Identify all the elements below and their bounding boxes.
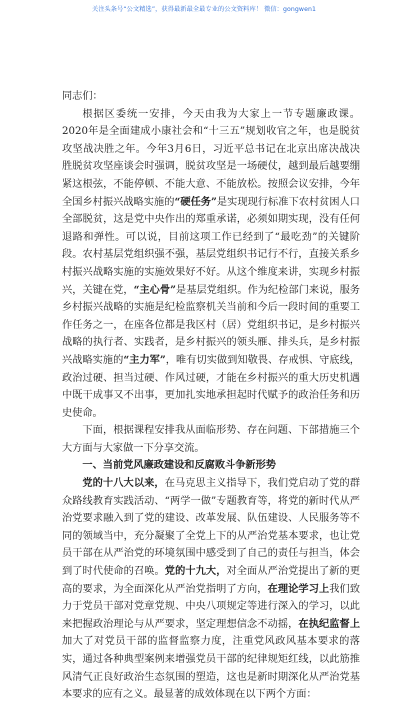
paragraph-3-text-2: 对全面从严治党提出了新的更高的要求，为全面深化从严治党指明了方向， [62,566,361,595]
paragraph-3-text-3: 我们致力于党员干部对党章党规、中央八项规定等进行深入的学习，以此来把握政治理论与从严要求，坚定理想信念不动摇， [62,583,361,630]
paragraph-1-emphasis-2: “主心骨” [133,283,176,296]
paragraph-1-text: 根据区委统一安排，今天由我为大家上一节专题廉政课。2020年是全面建成小康社会和“十三五”规划收官之年，也是脱贫攻坚战决胜之年。今年3月6日，习近平总书记在北京出席决战决胜脱贫攻坚座谈会时强调，脱贫攻坚是一场硬仗，越到最后越要绷紧这根弦，不能停顿、不能大意、不能放松。按照会议安排，今年全国乡村振兴战略实施的 [62,108,360,208]
paragraph-3-emphasis: 党的十九大， [164,565,227,578]
paragraph-1-text-2: 是实现现行标准下农村贫困人口全部脱贫，这是党中央作出的郑重承诺，必须如期实现，没有任何退路和弹性。可以说，目前这项工作已经到了“最吃劲”的关键阶段。农村基层党组织强不强，基层党组织书记行不行，直接关系乡村振兴战略实施的实施效果好不好。从这个维度来讲，实现乡村振兴，关键在党， [62,196,360,296]
paragraph-1 [62,106,360,423]
paragraph-1-emphasis-3: “主力军” [123,353,166,366]
paragraph-3-text-4: 加大了对党员干部的监督监察力度，注重党风政风基本要求的落实，通过各种典型案例来增强党员干部的纪律规矩红线，以此筋推风清气正良好政治生态氛围的塑造，这也是新时期深化从严治党基本要求的应有之义。最显著的成效体现在以下两个方面： [62,636,360,701]
paragraph-1-text-4: ，唯有切实做到知敬畏、存戒惧、守底线，政治过硬、担当过硬、作风过硬，才能在乡村振兴的重大历史机遇中既干成事又不出事，更加扎实地承担起时代赋予的政治任务和历史使命。 [62,354,360,419]
document-body [62,88,360,704]
section-heading: 一、当前党风廉政建设和反腐败斗争新形势 [82,460,276,472]
paragraph-3-lead: 党的十八大以来， [82,477,165,490]
paragraph-2: 下面，根据课程安排我从面临形势、存在问题、下部措施三个大方面与大家做一下分享交流。 [62,425,360,454]
greeting: 同志们： [62,91,103,102]
paragraph-3 [62,475,360,704]
paragraph-3-text: 在马克思主义指导下，我们党启动了党的群众路线教育实践活动、“两学一做”专题教育等，将党的新时代从严治党要求融入到了党的建设、改革发展、队伍建设、人民服务等不同的领域当中，充分凝聚了全党上下的从严治党基本要求，也让党员干部在从严治党的环境氛围中感受到了自己的责任与担当，体会到了时代使命的召唤。 [62,478,361,578]
paragraph-1-text-3: 是基层党组织。作为纪检部门来说，服务乡村振兴战略的实施是纪检监察机关当前和今后一段时间的重要工作任务之一，在座各位都是我区村（居）党组织书记，是乡村振兴战略的执行者、实践者，是乡村振兴的领头雁、排头兵，是乡村振兴战略实施的 [62,284,360,366]
header-banner: 关注头条号“公文精选”，获得最新最全最专业的公文资料库！ 微信：gongwen1 [91,6,317,13]
paragraph-3-emphasis-2: 在理论学习上 [267,582,330,595]
paragraph-1-emphasis: “硬任务” [174,195,217,208]
paragraph-3-emphasis-3: 在执纪监督上 [298,617,361,630]
